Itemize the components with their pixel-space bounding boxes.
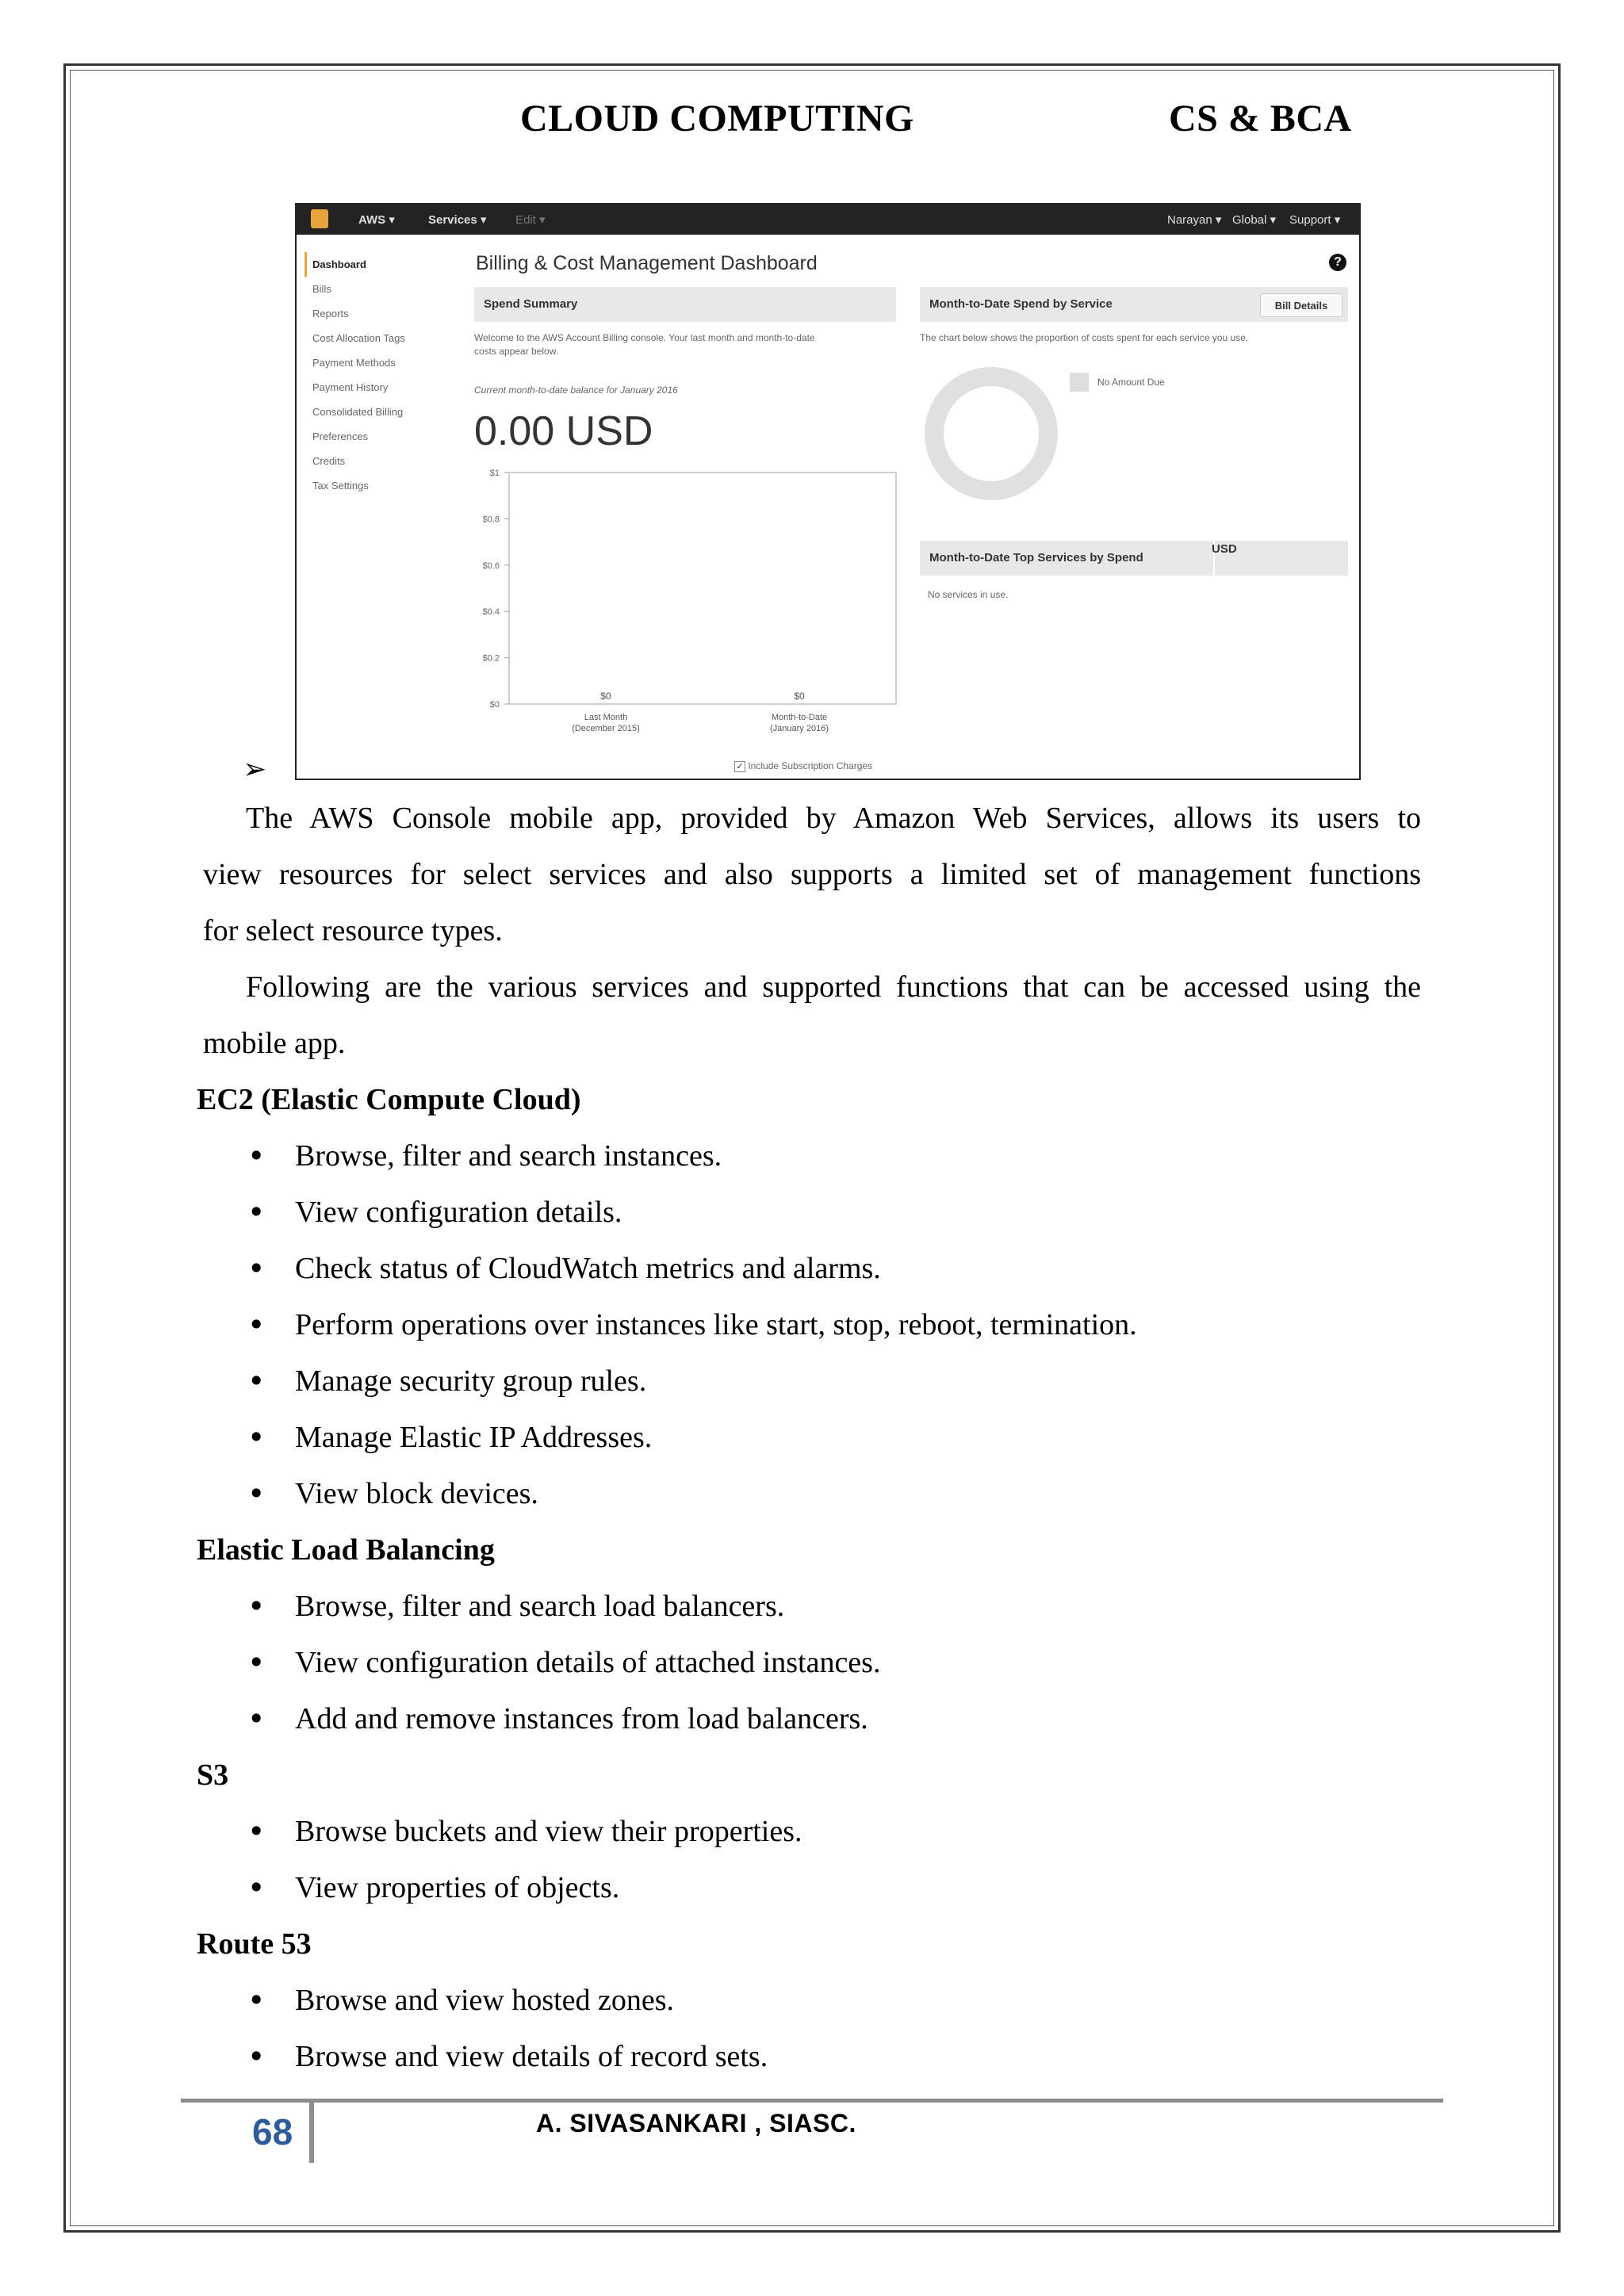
route53-item: Browse and view details of record sets. <box>295 2040 768 2073</box>
bullet-icon: • <box>247 1645 266 1680</box>
bullet-icon: • <box>247 1307 266 1342</box>
heading-route53: Route 53 <box>197 1927 312 1961</box>
bullet-icon: • <box>247 2039 266 2074</box>
footer-rule <box>181 2099 1443 2103</box>
sidebar-item-payment-methods[interactable]: Payment Methods <box>312 357 396 369</box>
bullet-icon: • <box>247 1364 266 1399</box>
dashboard-title: Billing & Cost Management Dashboard <box>476 252 818 274</box>
heading-ec2: EC2 (Elastic Compute Cloud) <box>197 1083 581 1116</box>
x-category-label: (January 2016) <box>770 724 829 733</box>
ec2-item: Perform operations over instances like start, stop, reboot, termination. <box>295 1308 1137 1341</box>
y-tick-label: $0.8 <box>482 515 500 525</box>
x-category-label: Month-to-Date <box>771 713 828 722</box>
sidebar-item-dashboard[interactable]: Dashboard <box>304 252 439 277</box>
page-number-divider <box>309 2103 314 2163</box>
arrow-bullet-icon: ➢ <box>243 753 267 786</box>
para1-line2: view resources for select services and also supports a limited set of management functions <box>203 858 1421 891</box>
chart-plot-area <box>509 473 896 704</box>
x-category-label: Last Month <box>584 713 628 722</box>
welcome-line-2: costs appear below. <box>474 346 559 357</box>
para1-line1: The AWS Console mobile app, provided by Amazon Web Services, allows its users to <box>246 802 1421 835</box>
bar-data-label: $0 <box>600 691 611 702</box>
ec2-item: View configuration details. <box>295 1196 622 1229</box>
para2-line1: Following are the various services and supported functions that can be accessed using the <box>246 970 1421 1004</box>
balance-label: Current month-to-date balance for January 2016 <box>474 385 678 396</box>
heading-s3: S3 <box>197 1758 229 1792</box>
route53-item: Browse and view hosted zones. <box>295 1984 675 2017</box>
y-tick-label: $0.6 <box>482 561 500 571</box>
elb-item: Add and remove instances from load balancers. <box>295 1702 868 1735</box>
help-icon[interactable]: ? <box>1329 254 1346 271</box>
bullet-icon: • <box>247 1420 266 1455</box>
y-tick-label: $0 <box>489 700 500 710</box>
bullet-icon: • <box>247 1251 266 1286</box>
edit-menu[interactable]: Edit ▾ <box>515 213 546 227</box>
no-services-text: No services in use. <box>928 589 1009 600</box>
checkbox-check-icon[interactable]: ✓ <box>734 761 745 772</box>
ec2-item: Browse, filter and search instances. <box>295 1139 722 1173</box>
legend-swatch <box>1070 373 1089 392</box>
s3-item: Browse buckets and view their properties. <box>295 1815 802 1848</box>
para1-line3: for select resource types. <box>203 914 503 947</box>
services-menu[interactable]: Services ▾ <box>428 213 487 227</box>
para2-line2: mobile app. <box>203 1027 346 1060</box>
ec2-item: View block devices. <box>295 1477 538 1510</box>
bullet-icon: • <box>247 1476 266 1511</box>
spend-summary-heading: Spend Summary <box>474 287 896 322</box>
sidebar-item-bills[interactable]: Bills <box>312 283 331 295</box>
sidebar-item-consolidated-billing[interactable]: Consolidated Billing <box>312 406 404 418</box>
support-menu[interactable]: Support ▾ <box>1289 213 1341 227</box>
bar-data-label: $0 <box>794 691 805 702</box>
mtd-spend-heading: Month-to-Date Spend by Service <box>920 287 1348 322</box>
page-number: 68 <box>252 2111 293 2152</box>
ec2-item: Manage security group rules. <box>295 1364 647 1398</box>
sidebar-item-credits[interactable]: Credits <box>312 455 346 467</box>
top-services-usd-column: USD <box>1212 542 1237 556</box>
header-subject: CLOUD COMPUTING <box>520 98 914 140</box>
ec2-item: Manage Elastic IP Addresses. <box>295 1421 653 1454</box>
legend-no-amount-due: No Amount Due <box>1097 377 1165 388</box>
sidebar-item-cost-allocation-tags[interactable]: Cost Allocation Tags <box>312 332 405 344</box>
y-tick-label: $0.2 <box>482 653 500 664</box>
spend-donut-chart <box>925 367 1058 500</box>
top-services-heading: Month-to-Date Top Services by Spend <box>920 541 1348 576</box>
bullet-icon: • <box>247 1589 266 1624</box>
header-course: CS & BCA <box>1169 98 1352 140</box>
elb-item: Browse, filter and search load balancers. <box>295 1590 785 1623</box>
sidebar-item-reports[interactable]: Reports <box>312 308 349 320</box>
include-subscription-row[interactable] <box>734 760 872 773</box>
sidebar-item-payment-history[interactable]: Payment History <box>312 381 389 393</box>
user-menu[interactable]: Narayan ▾ <box>1167 213 1222 227</box>
include-subscription-label: Include Subscription Charges <box>748 760 873 771</box>
bill-details-button[interactable]: Bill Details <box>1260 293 1342 317</box>
sidebar-item-preferences[interactable]: Preferences <box>312 430 369 442</box>
mtd-spend-description: The chart below shows the proportion of costs spent for each service you use. <box>920 332 1249 343</box>
y-tick-label: $0.4 <box>482 607 500 618</box>
bullet-icon: • <box>247 1701 266 1736</box>
billing-dashboard-screenshot <box>295 203 1361 780</box>
y-tick-label: $1 <box>489 469 500 478</box>
bullet-icon: • <box>247 1814 266 1849</box>
bullet-icon: • <box>247 1138 266 1173</box>
region-menu[interactable]: Global ▾ <box>1232 213 1277 227</box>
s3-item: View properties of objects. <box>295 1871 620 1904</box>
elb-item: View configuration details of attached instances. <box>295 1646 881 1679</box>
balance-value: 0.00 USD <box>474 408 653 454</box>
aws-menu[interactable]: AWS ▾ <box>358 213 395 227</box>
sidebar-item-tax-settings[interactable]: Tax Settings <box>312 480 369 492</box>
x-category-label: (December 2015) <box>572 724 640 733</box>
heading-elb: Elastic Load Balancing <box>197 1533 495 1567</box>
bullet-icon: • <box>247 1195 266 1230</box>
ec2-item: Check status of CloudWatch metrics and alarms. <box>295 1252 881 1285</box>
bullet-icon: • <box>247 1870 266 1905</box>
footer-author: A. SIVASANKARI , SIASC. <box>536 2109 856 2137</box>
welcome-line-1: Welcome to the AWS Account Billing console. Your last month and month-to-date <box>474 332 815 343</box>
bullet-icon: • <box>247 1983 266 2018</box>
